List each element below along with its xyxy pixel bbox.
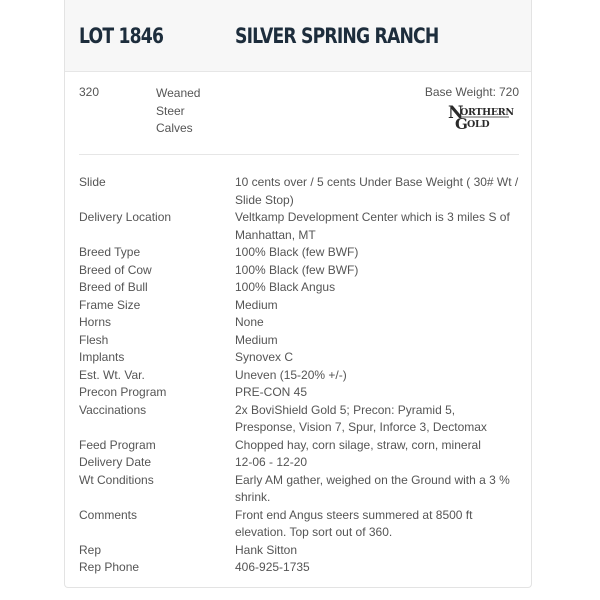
svg-text:N: N (448, 103, 464, 123)
detail-value: Medium (235, 332, 278, 347)
detail-row-precon-program (79, 384, 519, 402)
base-weight-value: 720 (498, 85, 519, 99)
detail-label: Precon Program (79, 385, 167, 399)
detail-label: Frame Size (79, 297, 141, 312)
detail-row-rep (79, 542, 519, 560)
detail-value: 100% Black (few BWF) (235, 262, 359, 277)
description-line: Weaned (156, 86, 201, 100)
detail-row-frame-size (79, 297, 519, 315)
detail-row-implants (79, 349, 519, 367)
lot-details (79, 174, 519, 577)
detail-value: 2x BoviShield Gold 5; Precon: Pyramid 5, Presponse, Vision 7, Spur, Inforce 3, Dectomax (235, 402, 487, 434)
detail-label: Delivery Location (79, 210, 172, 224)
lot-header (65, 0, 531, 72)
detail-row-breed-of-bull (79, 279, 519, 297)
detail-row-rep-phone (79, 559, 519, 577)
detail-row-est-wt-var (79, 367, 519, 385)
lot-card (64, 0, 532, 588)
detail-value: 100% Black (few BWF) (235, 245, 359, 259)
detail-value: 10 cents over / 5 cents Under Base Weight ( 30# Wt / Slide Stop) (235, 175, 519, 207)
northern-gold-logo (447, 102, 519, 130)
detail-value: Veltkamp Development Center which is 3 miles S of Manhattan, MT (235, 210, 510, 242)
detail-label: Breed of Bull (79, 280, 148, 294)
base-weight-label: Base Weight: (424, 85, 496, 99)
svg-text:G: G (455, 115, 468, 130)
detail-label: Feed Program (79, 437, 156, 452)
detail-row-breed-of-cow (79, 262, 519, 280)
detail-label: Flesh (79, 332, 109, 347)
lot-summary (65, 72, 531, 156)
detail-value: 406-925-1735 (235, 560, 310, 574)
detail-value: Front end Angus steers summered at 8500 ft elevation. Top sort out of 360. (235, 507, 473, 539)
detail-row-flesh (79, 332, 519, 350)
detail-value: 12-06 - 12-20 (235, 455, 308, 469)
detail-label: Est. Wt. Var. (79, 367, 145, 382)
detail-label: Wt Conditions (79, 472, 154, 487)
detail-label: Implants (79, 350, 125, 364)
description-line: Calves (156, 121, 193, 135)
detail-label: Slide (79, 175, 106, 189)
ranch-name: SILVER SPRING RANCH (235, 24, 439, 48)
detail-value: PRE-CON 45 (235, 385, 308, 399)
cattle-description (156, 85, 200, 138)
section-divider (79, 154, 519, 155)
base-weight (425, 85, 519, 99)
detail-row-vaccinations (79, 402, 519, 437)
detail-value: Chopped hay, corn silage, straw, corn, mineral (235, 437, 481, 452)
detail-label: Delivery Date (79, 455, 152, 469)
detail-label: Vaccinations (79, 402, 147, 417)
detail-label: Comments (79, 507, 138, 522)
detail-row-horns (79, 314, 519, 332)
detail-value: Uneven (15-20% +/-) (235, 367, 347, 382)
detail-value: Synovex C (235, 350, 294, 364)
detail-row-slide (79, 174, 519, 209)
detail-value: Early AM gather, weighed on the Ground with a 3 % shrink. (235, 472, 510, 504)
detail-label: Rep (79, 542, 102, 557)
detail-row-comments (79, 507, 519, 542)
head-count: 320 (79, 85, 100, 99)
detail-row-wt-conditions (79, 472, 519, 507)
detail-row-delivery-date (79, 454, 519, 472)
detail-value: None (235, 315, 264, 329)
lot-number: LOT 1846 (79, 24, 164, 48)
svg-text:ORTHERN: ORTHERN (460, 107, 514, 118)
detail-value: Hank Sitton (235, 542, 298, 557)
detail-row-delivery-location (79, 209, 519, 244)
detail-row-breed-type (79, 244, 519, 262)
detail-row-feed-program (79, 437, 519, 455)
svg-text:OLD: OLD (467, 119, 490, 130)
detail-value: Medium (235, 297, 278, 312)
detail-label: Breed Type (79, 245, 141, 259)
detail-label: Rep Phone (79, 560, 140, 574)
detail-label: Horns (79, 315, 112, 329)
detail-value: 100% Black Angus (235, 280, 336, 294)
detail-label: Breed of Cow (79, 262, 152, 277)
description-line: Steer (156, 103, 185, 118)
